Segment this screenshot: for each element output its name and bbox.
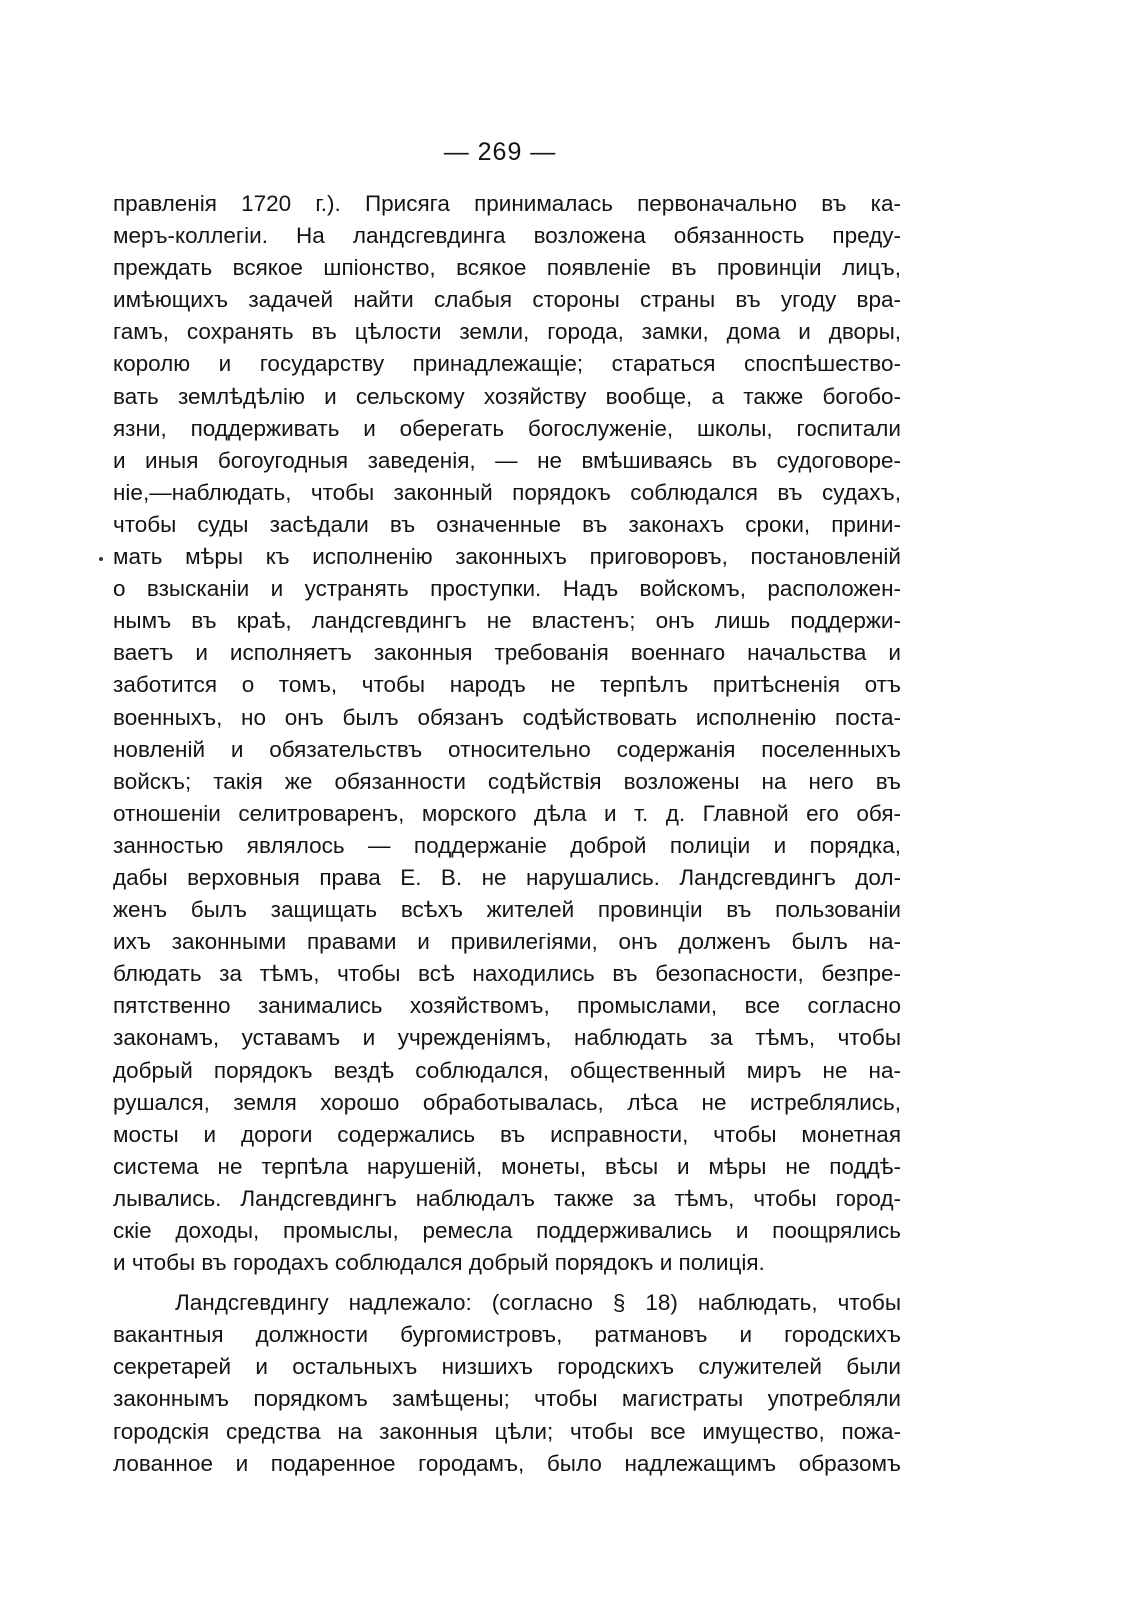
text-line: ваетъ и исполняетъ законныя требованія военнаго начальства и xyxy=(113,640,901,666)
text-line: заботится о томъ, чтобы народъ не терпѣлъ притѣсненія отъ xyxy=(113,672,901,698)
text-line: Ландсгевдингу надлежало: (согласно § 18) наблюдать, чтобы xyxy=(175,1290,901,1316)
text-line: скіе доходы, промыслы, ремесла поддерживались и поощрялись xyxy=(113,1218,901,1243)
text-line: преждать всякое шпіонство, всякое появленіе въ провинціи лицъ, xyxy=(113,255,901,281)
text-line: правленія 1720 г.). Присяга принималась первоначально въ ка- xyxy=(113,191,901,216)
text-line: лованное и подаренное городамъ, было надлежащимъ образомъ xyxy=(113,1450,901,1476)
text-line: пятственно занимались хозяйствомъ, промыслами, все согласно xyxy=(113,993,901,1019)
text-line: законамъ, уставамъ и учрежденіямъ, наблюдать за тѣмъ, чтобы xyxy=(113,1025,901,1051)
text-line: и чтобы въ городахъ соблюдался добрый порядокъ и полиція. xyxy=(113,1250,765,1276)
text-line: гамъ, сохранять въ цѣлости земли, города, замки, дома и дворы, xyxy=(113,319,901,345)
paragraph-1 xyxy=(113,188,901,1279)
text-line: меръ-коллегіи. На ландсгевдинга возложена обязанность преду- xyxy=(113,223,901,249)
text-line: о взысканіи и устранять проступки. Надъ войскомъ, расположен- xyxy=(113,576,901,602)
body-text xyxy=(113,188,901,1480)
text-line: мать мѣры къ исполненію законныхъ приговоровъ, постановленій xyxy=(113,544,901,570)
text-line: вакантныя должности бургомистровъ, ратмановъ и городскихъ xyxy=(113,1322,901,1348)
text-line: добрый порядокъ вездѣ соблюдался, общественный миръ не на- xyxy=(113,1057,901,1083)
paragraph-2 xyxy=(113,1287,901,1480)
scan-speck xyxy=(99,557,103,561)
paragraph-gap xyxy=(113,1279,901,1287)
text-line: вать землѣдѣлію и сельскому хозяйству вообще, а также богобо- xyxy=(113,383,901,409)
text-line: новленій и обязательствъ относительно содержанія поселенныхъ xyxy=(113,736,901,762)
text-line: лывались. Ландсгевдингъ наблюдалъ также за тѣмъ, чтобы город- xyxy=(113,1185,901,1211)
text-line: дабы верховныя права Е. В. не нарушались. Ландсгевдингъ дол- xyxy=(113,864,901,890)
text-line: законнымъ порядкомъ замѣщены; чтобы магистраты употребляли xyxy=(113,1386,901,1412)
text-line: блюдать за тѣмъ, чтобы всѣ находились въ безопасности, безпре- xyxy=(113,961,901,987)
text-line: военныхъ, но онъ былъ обязанъ содѣйствовать исполненію поста- xyxy=(113,704,901,730)
text-line: ніе,—наблюдать, чтобы законный порядокъ соблюдался въ судахъ, xyxy=(113,479,901,505)
text-line: ихъ законными правами и привилегіями, онъ долженъ былъ на- xyxy=(113,929,901,955)
text-line: чтобы суды засѣдали въ означенные въ законахъ сроки, прини- xyxy=(113,511,901,537)
text-line: мосты и дороги содержались въ исправности, чтобы монетная xyxy=(113,1121,901,1147)
text-line: занностью являлось — поддержаніе доброй полиціи и порядка, xyxy=(113,832,901,858)
text-line: имѣющихъ задачей найти слабыя стороны страны въ угоду вра- xyxy=(113,287,901,313)
text-line: и иныя богоугодныя заведенія, — не вмѣшиваясь въ судоговоре- xyxy=(113,447,901,473)
text-line: женъ былъ защищать всѣхъ жителей провинціи въ пользованіи xyxy=(113,897,901,923)
text-line: отношеніи селитроваренъ, морского дѣла и т. д. Главной его обя- xyxy=(113,800,901,826)
text-line: рушался, земля хорошо обработывалась, лѣса не истреблялись, xyxy=(113,1089,901,1115)
text-line: королю и государству принадлежащіе; стараться споспѣшество- xyxy=(113,351,901,377)
page-number: — 269 — xyxy=(443,138,557,166)
text-line: городскія средства на законныя цѣли; чтобы все имущество, пожа- xyxy=(113,1418,901,1444)
text-line: нымъ въ краѣ, ландсгевдингъ не властенъ; онъ лишь поддержи- xyxy=(113,608,901,634)
text-line: язни, поддерживать и оберегать богослуженіе, школы, госпитали xyxy=(113,415,901,441)
text-line: система не терпѣла нарушеній, монеты, вѣсы и мѣры не поддѣ- xyxy=(113,1153,901,1179)
text-line: секретарей и остальныхъ низшихъ городскихъ служителей были xyxy=(113,1354,901,1380)
text-line: войскъ; такія же обязанности содѣйствія возложены на него въ xyxy=(113,768,901,794)
